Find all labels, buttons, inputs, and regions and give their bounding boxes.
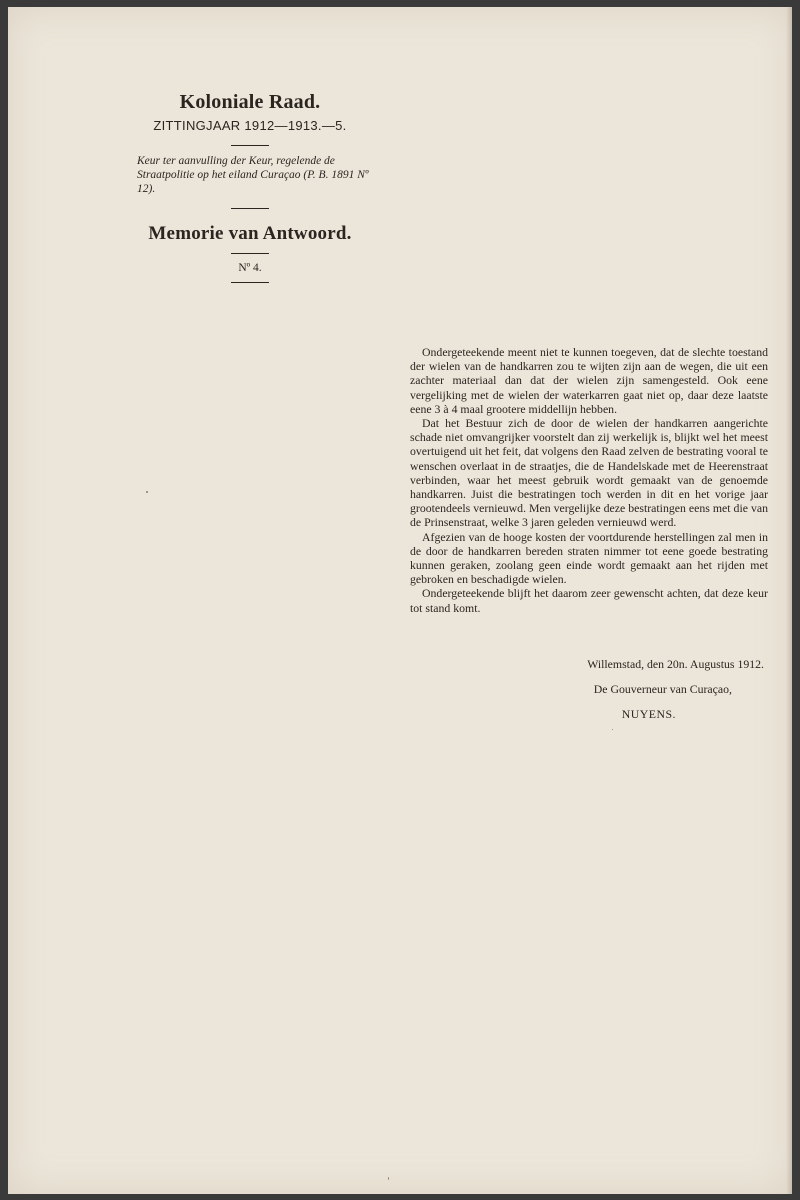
date-line: Willemstad, den 20n. Augustus 1912. (587, 657, 764, 671)
paper-speck (146, 491, 148, 493)
document-number: Nº 4. (238, 262, 262, 274)
divider-rule (231, 208, 269, 209)
document-title: Koloniale Raad. (179, 91, 321, 113)
closing-block (410, 657, 768, 722)
divider-rule (231, 145, 269, 146)
page-edge-shadow (786, 7, 792, 1194)
document-header (120, 91, 380, 283)
body-text (410, 345, 768, 615)
paragraph: Afgezien van de hooge kosten der voortdurende herstellingen zal men in de door de handkarren bereden straten nimmer tot eene goede bestrating kunnen geraken, zoolang geen einde wordt gemaakt aan het rijden met gebroken en beschadigde wielen. (410, 529, 768, 587)
paper-speck (388, 1177, 389, 1180)
paragraph: Ondergeteekende meent niet te kunnen toegeven, dat de slechte toestand der wielen van de handkarren zou te wijten zijn aan de wegen, die uit een zachter materiaal dan dat der wielen zijn samengesteld. Ook eene vergelijking met de wielen der waterkarren gaat niet op, daar deze laatste eene 3 à 4 maal grootere middellijn hebben. (410, 345, 768, 416)
governor-line: De Gouverneur van Curaçao, (593, 682, 732, 696)
memo-heading: Memorie van Antwoord. (148, 223, 352, 244)
divider-rule (231, 253, 269, 254)
signature: NUYENS. (621, 707, 676, 721)
paper-speck (612, 729, 613, 730)
subject-text: Keur ter aanvulling der Keur, regelende de Straatpolitie op het eiland Curaçao (P. B. 1891 Nº 12). (137, 155, 369, 195)
divider-rule (231, 282, 269, 283)
paragraph: Ondergeteekende blijft het daarom zeer gewenscht achten, dat deze keur tot stand komt. (410, 586, 768, 615)
document-page (8, 7, 792, 1194)
paragraph: Dat het Bestuur zich de door de wielen der handkarren aangerichte schade niet omvangrijker voorstelt dan zij werkelijk is, blijkt wel het meest overtuigend uit het feit, dat volgens den Raad zelven de bestrating vooral te wenschen overlaat in de straatjes, die de Handelskade met de Heerenstraat verbinden, waar het meest gebruik wordt gemaakt van de genoemde handkarren. Juist die bestratingen toch werden in dit en het vorige jaar grootendeels vernieuwd. Men vergelijke deze bestratingen eens met die van de Prinsenstraat, welke 3 jaren geleden vernieuwd werd. (410, 416, 768, 530)
session-line: ZITTINGJAAR 1912—1913.—5. (153, 118, 347, 133)
